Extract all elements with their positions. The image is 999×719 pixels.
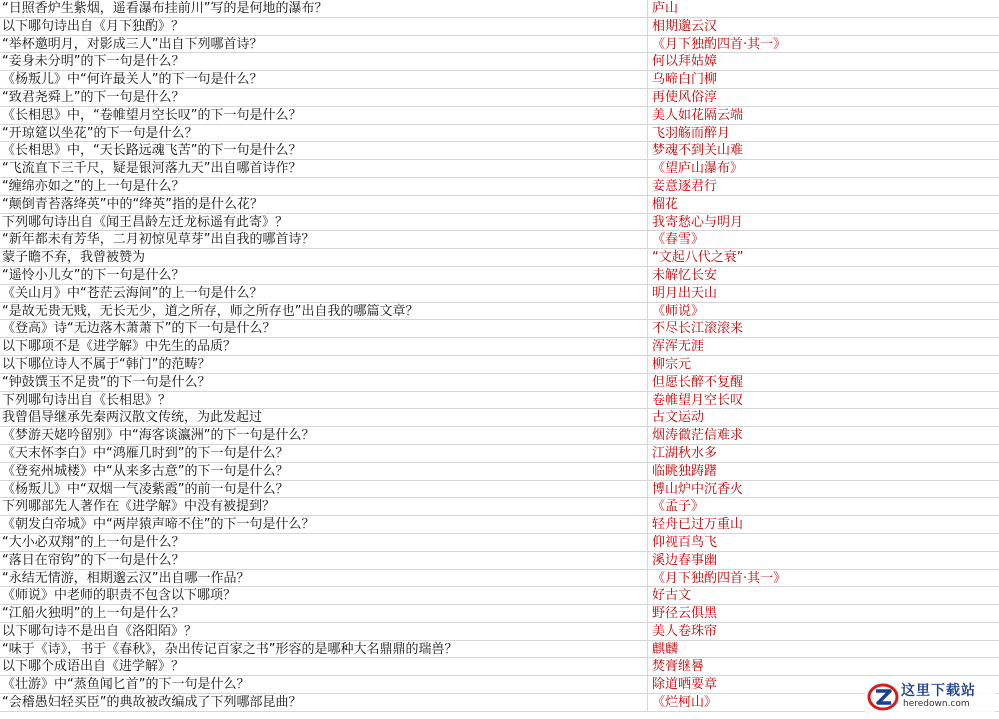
answer-cell: 《烂柯山》 [652, 695, 718, 711]
column-divider [647, 516, 648, 533]
question-cell: 以下哪位诗人不属于“韩门”的范畴？ [2, 356, 211, 372]
column-divider [647, 320, 648, 337]
question-cell: 《登兖州城楼》中“从来多古意”的下一句是什么？ [2, 463, 289, 479]
question-cell: “妾身未分明”的下一句是什么？ [2, 54, 185, 70]
table-row [0, 320, 999, 338]
answer-cell: 好古文 [652, 588, 692, 604]
answer-cell: 我寄愁心与明月 [652, 214, 744, 230]
answer-cell: “文起八代之衰” [652, 250, 744, 266]
z-logo-icon [867, 682, 899, 712]
column-divider [647, 53, 648, 70]
answer-cell: 除道哂要章 [652, 677, 718, 693]
column-divider [647, 498, 648, 515]
table-row [0, 534, 999, 552]
table-row [0, 125, 999, 143]
answer-cell: 轻舟已过万重山 [652, 517, 744, 533]
table-row [0, 392, 999, 410]
question-cell: “缠绵亦如之”的上一句是什么？ [2, 178, 185, 194]
question-cell: “钟鼓馔玉不足贵”的下一句是什么？ [2, 374, 211, 390]
answer-cell: 梦魂不到关山难 [652, 143, 744, 159]
column-divider [647, 676, 648, 693]
question-cell: 下列哪部先人著作在《进学解》中没有被提到？ [2, 499, 276, 515]
table-row [0, 36, 999, 54]
column-divider [647, 694, 648, 711]
table-row [0, 18, 999, 36]
table-row [0, 374, 999, 392]
column-divider [647, 534, 648, 551]
table-row [0, 605, 999, 623]
answer-cell: 野径云俱黑 [652, 606, 718, 622]
table-row [0, 303, 999, 321]
answer-cell: 相期邈云汉 [652, 18, 718, 34]
table-row [0, 89, 999, 107]
column-divider [647, 427, 648, 444]
table-row [0, 142, 999, 160]
answer-cell: 飞羽觞而醉月 [652, 125, 731, 141]
table-row [0, 214, 999, 232]
answer-cell: 古文运动 [652, 410, 705, 426]
column-divider [647, 338, 648, 355]
question-cell: 以下哪句诗不是出自《洛阳陌》？ [2, 623, 198, 639]
question-cell: “落日在帘钩”的下一句是什么？ [2, 552, 185, 568]
column-divider [647, 587, 648, 604]
column-divider [647, 160, 648, 177]
question-cell: 《天末怀李白》中“鸿雁几时到”的下一句是什么？ [2, 445, 289, 461]
answer-cell: 麒麟 [652, 641, 679, 657]
column-divider [647, 445, 648, 462]
question-cell: “遥怜小儿女”的下一句是什么？ [2, 267, 185, 283]
answer-cell: 《孟子》 [652, 499, 705, 515]
answer-cell: 博山炉中沉香火 [652, 481, 744, 497]
question-cell: 《朝发白帝城》中“两岸猿声啼不住”的下一句是什么？ [2, 517, 315, 533]
column-divider [647, 196, 648, 213]
column-divider [647, 18, 648, 35]
column-divider [647, 249, 648, 266]
watermark [865, 679, 995, 715]
question-cell: 《杨叛儿》中“何许最关人”的下一句是什么？ [2, 72, 263, 88]
column-divider [647, 605, 648, 622]
answer-cell: 《月下独酌四首·其一》 [652, 36, 787, 52]
answer-cell: 《月下独酌四首·其一》 [652, 570, 787, 586]
column-divider [647, 285, 648, 302]
table-row [0, 53, 999, 71]
answer-cell: 再使风俗淳 [652, 89, 718, 105]
question-cell: 《登高》诗“无边落木萧萧下”的下一句是什么？ [2, 321, 276, 337]
table-row [0, 231, 999, 249]
table-row [0, 587, 999, 605]
column-divider [647, 356, 648, 373]
column-divider [647, 214, 648, 231]
answer-cell: 江湖秋水多 [652, 445, 718, 461]
table-row [0, 481, 999, 499]
table-row [0, 658, 999, 676]
table-row [0, 356, 999, 374]
column-divider [647, 303, 648, 320]
question-cell: 《长相思》中，“天长路远魂飞苦”的下一句是什么？ [2, 143, 302, 159]
answer-cell: 溪边春事幽 [652, 552, 718, 568]
table-row [0, 196, 999, 214]
column-divider [647, 178, 648, 195]
answer-cell: 临眺独踌躇 [652, 463, 718, 479]
question-cell: 《关山月》中“苍茫云海间”的上一句是什么？ [2, 285, 263, 301]
question-cell: “开琼筵以坐花”的下一句是什么？ [2, 125, 198, 141]
question-cell: “举杯邀明月，对影成三人”出自下列哪首诗？ [2, 36, 263, 52]
column-divider [647, 36, 648, 53]
answer-cell: 《师说》 [652, 303, 705, 319]
answer-cell: 乌啼白门柳 [652, 72, 718, 88]
question-cell: 下列哪句诗出自《闻王昌龄左迁龙标遥有此寄》？ [2, 214, 289, 230]
question-cell: “日照香炉生紫烟，遥看瀑布挂前川”写的是何地的瀑布？ [2, 1, 328, 16]
column-divider [647, 623, 648, 640]
answer-cell: 焚膏继晷 [652, 659, 705, 675]
question-cell: 《长相思》中，“卷帷望月空长叹”的下一句是什么？ [2, 107, 302, 123]
question-cell: “颠倒青苔落绛英”中的“绛英”指的是什么花？ [2, 196, 263, 212]
question-cell: “味于《诗》，书于《春秋》，杂出传记百家之书”形容的是哪种大名鼎鼎的瑞兽？ [2, 641, 458, 657]
column-divider [647, 0, 648, 17]
answer-cell: 未解忆长安 [652, 267, 718, 283]
answer-cell: 浑浑无涯 [652, 339, 705, 355]
answer-cell: 美人卷珠帘 [652, 623, 718, 639]
question-cell: 以下哪句诗出自《月下独酌》？ [2, 18, 185, 34]
answer-cell: 柳宗元 [652, 356, 692, 372]
answer-cell: 仰视百鸟飞 [652, 534, 718, 550]
answer-cell: 妾意逐君行 [652, 178, 718, 194]
column-divider [647, 658, 648, 675]
table-row [0, 107, 999, 125]
column-divider [647, 552, 648, 569]
question-cell: 以下哪项不是《进学解》中先生的品质？ [2, 339, 237, 355]
table-row [0, 338, 999, 356]
column-divider [647, 267, 648, 284]
table-row [0, 498, 999, 516]
table-row [0, 0, 999, 18]
watermark-domain: heredown.com [903, 699, 970, 709]
question-cell: “永结无情游，相期邈云汉”出自哪一作品？ [2, 570, 250, 586]
answer-cell: 《春雪》 [652, 232, 705, 248]
answer-cell: 不尽长江滚滚来 [652, 321, 744, 337]
table-row [0, 178, 999, 196]
table-row [0, 285, 999, 303]
question-cell: 《师说》中老师的职责不包含以下哪项？ [2, 588, 237, 604]
column-divider [647, 409, 648, 426]
question-cell: 《壮游》中“蒸鱼闻匕首”的下一句是什么？ [2, 677, 250, 693]
column-divider [647, 71, 648, 88]
question-cell: “致君尧舜上”的下一句是什么？ [2, 89, 185, 105]
question-cell: “是故无贵无贱，无长无少，道之所存，师之所存也”出自我的哪篇文章？ [2, 303, 419, 319]
question-cell: 我曾倡导继承先秦两汉散文传统，为此发起过 [2, 410, 263, 426]
answer-cell: 烟涛微茫信难求 [652, 428, 744, 444]
column-divider [647, 374, 648, 391]
answer-cell: 庐山 [652, 1, 679, 16]
question-cell: 以下哪个成语出自《进学解》？ [2, 659, 185, 675]
column-divider [647, 392, 648, 409]
table-row [0, 71, 999, 89]
table-row [0, 694, 999, 712]
answer-cell: 卷帷望月空长叹 [652, 392, 744, 408]
answer-cell: 榴花 [652, 196, 679, 212]
table-row [0, 641, 999, 659]
column-divider [647, 570, 648, 587]
table-row [0, 427, 999, 445]
table-row [0, 249, 999, 267]
answer-cell: 美人如花隔云端 [652, 107, 744, 123]
column-divider [647, 89, 648, 106]
question-cell: “飞流直下三千尺，疑是银河落九天”出自哪首诗作？ [2, 161, 302, 177]
column-divider [647, 641, 648, 658]
table-row [0, 267, 999, 285]
table-row [0, 463, 999, 481]
table-row [0, 445, 999, 463]
column-divider [647, 142, 648, 159]
question-cell: “会稽愚妇轻买臣”的典故被改编成了下列哪部昆曲？ [2, 695, 302, 711]
question-cell: “新年都未有芳华，二月初惊见草芽”出自我的哪首诗？ [2, 232, 315, 248]
table-row [0, 516, 999, 534]
question-cell: 蒙子瞻不弃，我曾被赞为 [2, 250, 146, 266]
answer-cell: 何以拜姑嫜 [652, 54, 718, 70]
answer-cell: 但愿长醉不复醒 [652, 374, 744, 390]
question-cell: 《杨叛儿》中“双烟一气凌紫霞”的前一句是什么？ [2, 481, 289, 497]
question-cell: 下列哪句诗出自《长相思》？ [2, 392, 172, 408]
column-divider [647, 107, 648, 124]
question-cell: 《梦游天姥吟留别》中“海客谈瀛洲”的下一句是什么？ [2, 428, 315, 444]
column-divider [647, 481, 648, 498]
watermark-site-name: 这里下载站 [901, 683, 976, 699]
question-cell: “大小必双翔”的上一句是什么？ [2, 534, 185, 550]
table-row [0, 409, 999, 427]
column-divider [647, 463, 648, 480]
table-row [0, 623, 999, 641]
answer-cell: 明月出天山 [652, 285, 718, 301]
column-divider [647, 231, 648, 248]
table-row [0, 570, 999, 588]
table-row [0, 676, 999, 694]
answer-cell: 《望庐山瀑布》 [652, 161, 744, 177]
column-divider [647, 125, 648, 142]
question-cell: “江船火独明”的上一句是什么？ [2, 606, 185, 622]
table-row [0, 552, 999, 570]
table-row [0, 160, 999, 178]
